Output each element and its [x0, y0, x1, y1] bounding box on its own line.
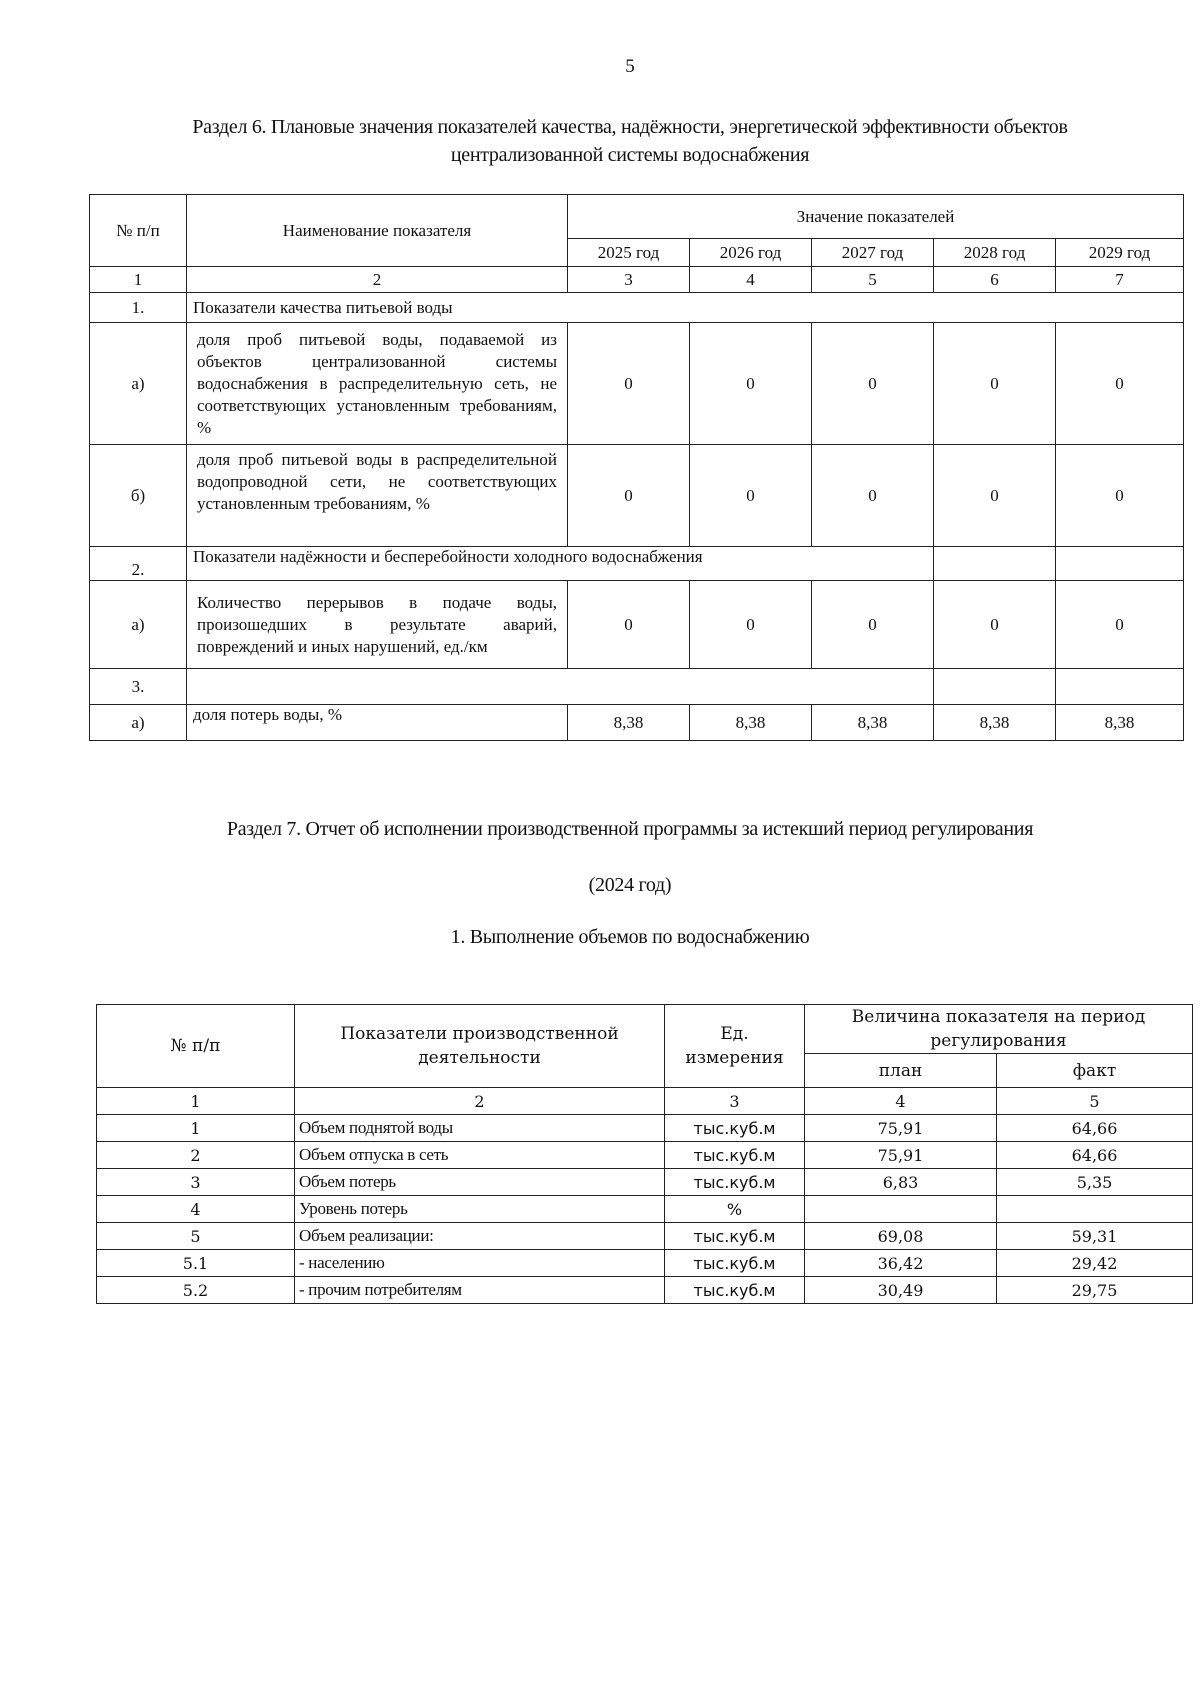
- section6-title-line1: Раздел 6. Плановые значения показателей качества, надёжности, энергетической эффективности объектов: [192, 116, 1068, 138]
- row-fact: 59,31: [997, 1223, 1193, 1250]
- row-fact: [997, 1196, 1193, 1223]
- page-number: 5: [625, 56, 635, 77]
- group-num: 3.: [90, 669, 187, 705]
- col-number: 1: [90, 267, 187, 293]
- row-value: 8,38: [1056, 705, 1184, 741]
- table-row: [90, 581, 1184, 669]
- col-number: 2: [295, 1088, 665, 1115]
- col-number: 3: [568, 267, 690, 293]
- header-value-group: Величина показателя на период регулирования: [805, 1005, 1193, 1054]
- row-fact: 29,42: [997, 1250, 1193, 1277]
- row-unit: тыс.куб.м: [665, 1277, 805, 1304]
- row-value: 0: [934, 581, 1056, 669]
- table-row: [97, 1277, 1193, 1304]
- row-name: доля потерь воды, %: [187, 705, 568, 741]
- row-value: 0: [1056, 445, 1184, 547]
- header-year: 2029 год: [1056, 239, 1184, 267]
- group-row: [90, 669, 1184, 705]
- row-name: Объем отпуска в сеть: [295, 1142, 665, 1169]
- header-name: Показатели производственной деятельности: [295, 1005, 665, 1088]
- section7-table: [96, 1004, 1193, 1304]
- row-value: 0: [812, 445, 934, 547]
- group-row: [90, 547, 1184, 581]
- section6-title: [110, 113, 1150, 169]
- row-name: Объем потерь: [295, 1169, 665, 1196]
- row-unit: тыс.куб.м: [665, 1142, 805, 1169]
- header-year: 2025 год: [568, 239, 690, 267]
- row-name: Количество перерывов в подаче воды, произошедших в результате аварий, повреждений и иных нарушений, ед./км: [187, 581, 568, 669]
- section7-subtitle: 1. Выполнение объемов по водоснабжению: [450, 926, 810, 948]
- header-year: 2028 год: [934, 239, 1056, 267]
- row-value: 0: [1056, 581, 1184, 669]
- empty-cell: [934, 669, 1056, 705]
- col-number: 4: [690, 267, 812, 293]
- table-row: [97, 1196, 1193, 1223]
- section6-table: [89, 194, 1184, 741]
- row-name: доля проб питьевой воды в распределительной водопроводной сети, не соответствующих установленным требованиям, %: [187, 445, 568, 547]
- table-header-row: [90, 195, 1184, 239]
- row-name: - прочим потребителям: [295, 1277, 665, 1304]
- header-name: Наименование показателя: [187, 195, 568, 267]
- row-name: Объем поднятой воды: [295, 1115, 665, 1142]
- row-value: 0: [934, 323, 1056, 445]
- row-num: а): [90, 581, 187, 669]
- section7-year: (2024 год): [588, 874, 672, 896]
- row-value: 0: [934, 445, 1056, 547]
- row-value: 0: [690, 323, 812, 445]
- row-plan: 30,49: [805, 1277, 997, 1304]
- row-unit: тыс.куб.м: [665, 1169, 805, 1196]
- row-name: - населению: [295, 1250, 665, 1277]
- row-num: 3: [97, 1169, 295, 1196]
- col-number: 6: [934, 267, 1056, 293]
- row-num: 5.2: [97, 1277, 295, 1304]
- col-number: 3: [665, 1088, 805, 1115]
- row-plan: 6,83: [805, 1169, 997, 1196]
- group-num: 2.: [90, 547, 187, 581]
- row-num: а): [90, 705, 187, 741]
- empty-cell: [1056, 547, 1184, 581]
- table-row: [90, 323, 1184, 445]
- table-row: [97, 1250, 1193, 1277]
- row-value: 0: [812, 581, 934, 669]
- row-value: 0: [568, 581, 690, 669]
- table-row: [97, 1115, 1193, 1142]
- header-values-group: Значение показателей: [568, 195, 1184, 239]
- row-name: доля проб питьевой воды, подаваемой из объектов централизованной системы водоснабжения в распределительную сеть, не соответствующих установленным требованиям, %: [187, 323, 568, 445]
- column-number-row: [90, 267, 1184, 293]
- row-unit: %: [665, 1196, 805, 1223]
- row-value: 8,38: [934, 705, 1056, 741]
- row-value: 8,38: [568, 705, 690, 741]
- row-name: Уровень потерь: [295, 1196, 665, 1223]
- col-number: 1: [97, 1088, 295, 1115]
- row-name: Объем реализации:: [295, 1223, 665, 1250]
- column-number-row: [97, 1088, 1193, 1115]
- row-plan: 36,42: [805, 1250, 997, 1277]
- section7-title: Раздел 7. Отчет об исполнении производственной программы за истекший период регулирования: [226, 818, 1034, 840]
- row-value: 0: [568, 323, 690, 445]
- row-fact: 64,66: [997, 1142, 1193, 1169]
- row-unit: тыс.куб.м: [665, 1115, 805, 1142]
- row-value: 0: [812, 323, 934, 445]
- row-plan: [805, 1196, 997, 1223]
- row-plan: 75,91: [805, 1115, 997, 1142]
- row-value: 0: [690, 581, 812, 669]
- col-number: 2: [187, 267, 568, 293]
- row-unit: тыс.куб.м: [665, 1223, 805, 1250]
- header-fact: факт: [997, 1054, 1193, 1088]
- row-num: 5.1: [97, 1250, 295, 1277]
- empty-cell: [934, 547, 1056, 581]
- table-row: [97, 1169, 1193, 1196]
- row-value: 8,38: [812, 705, 934, 741]
- group-title: Показатели качества питьевой воды: [187, 293, 1184, 323]
- row-fact: 64,66: [997, 1115, 1193, 1142]
- row-fact: 5,35: [997, 1169, 1193, 1196]
- row-fact: 29,75: [997, 1277, 1193, 1304]
- empty-cell: [1056, 669, 1184, 705]
- group-title: [187, 669, 934, 705]
- row-plan: 69,08: [805, 1223, 997, 1250]
- table-row: [90, 445, 1184, 547]
- header-num: № п/п: [90, 195, 187, 267]
- row-num: 4: [97, 1196, 295, 1223]
- row-value: 8,38: [690, 705, 812, 741]
- row-value: 0: [568, 445, 690, 547]
- col-number: 5: [997, 1088, 1193, 1115]
- group-num: 1.: [90, 293, 187, 323]
- section6-title-line2: централизованной системы водоснабжения: [450, 144, 810, 166]
- row-num: б): [90, 445, 187, 547]
- row-num: 5: [97, 1223, 295, 1250]
- header-plan: план: [805, 1054, 997, 1088]
- header-year: 2026 год: [690, 239, 812, 267]
- row-num: 2: [97, 1142, 295, 1169]
- col-number: 5: [812, 267, 934, 293]
- row-value: 0: [1056, 323, 1184, 445]
- header-year: 2027 год: [812, 239, 934, 267]
- table-header-row: [97, 1005, 1193, 1054]
- group-row: [90, 293, 1184, 323]
- row-value: 0: [690, 445, 812, 547]
- col-number: 7: [1056, 267, 1184, 293]
- header-num: № п/п: [97, 1005, 295, 1088]
- row-num: 1: [97, 1115, 295, 1142]
- group-title: Показатели надёжности и бесперебойности холодного водоснабжения: [187, 547, 934, 581]
- row-unit: тыс.куб.м: [665, 1250, 805, 1277]
- table-row: [97, 1142, 1193, 1169]
- header-unit: Ед. измерения: [665, 1005, 805, 1088]
- row-plan: 75,91: [805, 1142, 997, 1169]
- table-row: [97, 1223, 1193, 1250]
- row-num: а): [90, 323, 187, 445]
- col-number: 4: [805, 1088, 997, 1115]
- table-row: [90, 705, 1184, 741]
